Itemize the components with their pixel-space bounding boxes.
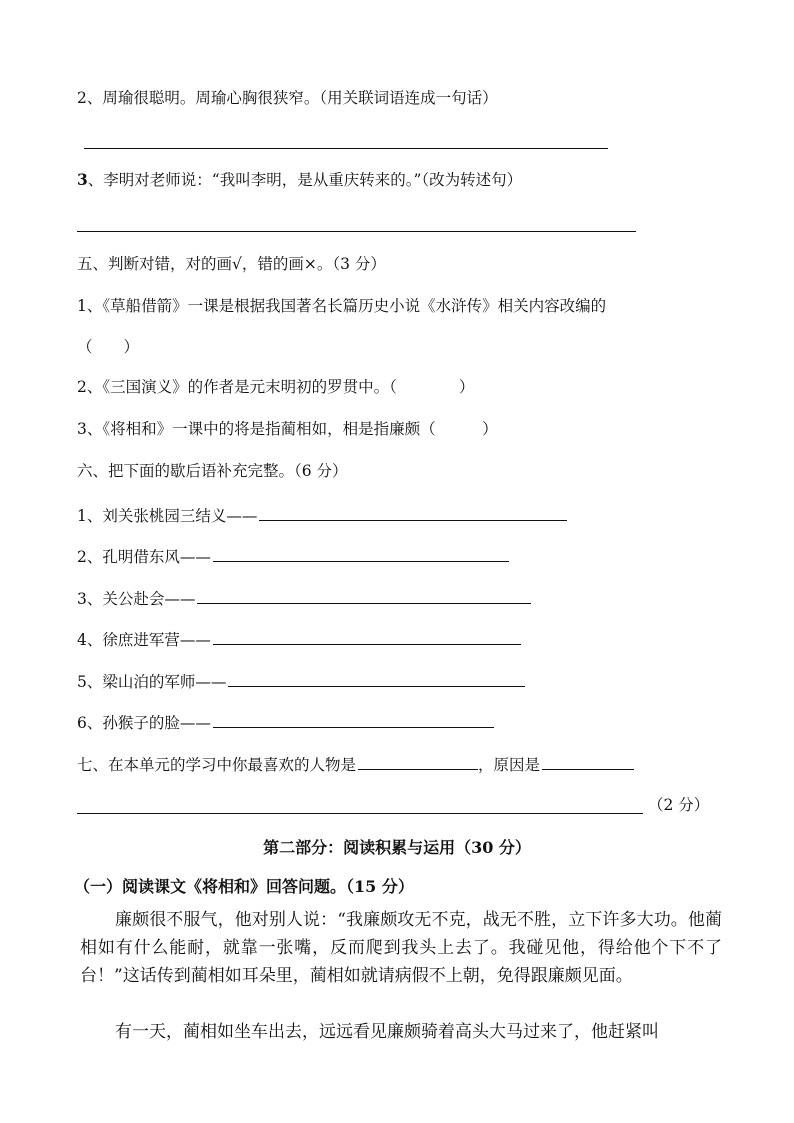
section-7-text-a: 七、在本单元的学习中你最喜欢的人物是: [77, 756, 357, 774]
passage-paragraph-2: 有一天，蔺相如坐车出去，远远看见廉颇骑着高头大马过来了，他赶紧叫: [115, 1022, 659, 1042]
xiehouyu-text: 5、梁山泊的军师——: [77, 673, 227, 691]
xiehouyu-text: 4、徐庶进军营——: [77, 631, 211, 649]
reason-blank: [542, 753, 634, 770]
xiehouyu-item: [77, 670, 525, 692]
xiehouyu-item: [77, 587, 531, 609]
answer-blank: [197, 587, 531, 604]
q4-3-number: 3: [77, 170, 88, 189]
xiehouyu-text: 2、孔明借东风——: [77, 548, 211, 566]
q4-3: [77, 170, 522, 190]
section-5-q1-bracket: （ ）: [77, 338, 140, 356]
answer-blank: [213, 628, 521, 645]
section-5-q2: 2、《三国演义》的作者是元末明初的罗贯中。（ ）: [77, 378, 475, 396]
section-5-q1: 1、《草船借箭》一课是根据我国著名长篇历史小说《水浒传》相关内容改编的: [77, 297, 607, 315]
section-7-text-b: ，原因是: [478, 756, 541, 774]
q4-3-text: 、李明对老师说：“我叫李明，是从重庆转来的。”（改为转述句）: [87, 171, 523, 189]
answer-line-q4-2: [84, 148, 608, 149]
answer-blank: [259, 504, 567, 521]
xiehouyu-text: 6、孙猴子的脸——: [77, 714, 211, 732]
section-5-title: 五、判断对错，对的画√，错的画×。（3 分）: [77, 255, 386, 273]
part-2-title: 第二部分：阅读积累与运用（30 分）: [263, 838, 531, 857]
xiehouyu-text: 1、刘关张桃园三结义——: [77, 507, 258, 525]
xiehouyu-item: [77, 711, 494, 733]
xiehouyu-item: [77, 545, 509, 567]
xiehouyu-text: 3、关公赴会——: [77, 590, 196, 608]
q4-2: 2、周瑜很聪明。周瑜心胸很狭窄。（用关联词语连成一句话）: [77, 89, 498, 107]
answer-line-q4-3: [77, 231, 636, 232]
xiehouyu-item: [77, 628, 521, 650]
section-7: [77, 753, 634, 775]
section-6-title: 六、把下面的歇后语补充完整。（6 分）: [77, 462, 348, 480]
xiehouyu-item: [77, 504, 567, 526]
reason-line: [77, 813, 643, 814]
section-7-score: （2 分）: [648, 796, 710, 814]
section-5-q3: 3、《将相和》一课中的将是指蔺相如，相是指廉颇（ ）: [77, 420, 498, 438]
passage-paragraph-1: 廉颇很不服气，他对别人说：“我廉颇攻无不克，战无不胜，立下许多大功。他蔺相如有什么能耐，就靠一张嘴，反而爬到我头上去了。我碰见他，得给他个下不了台！”这话传到蔺相如耳朵里，蔺相如就请病假不上朝，免得跟廉颇见面。: [80, 910, 722, 986]
answer-blank: [228, 670, 525, 687]
favorite-character-blank: [358, 753, 478, 770]
reading-1-title: （一）阅读课文《将相和》回答问题。（15 分）: [74, 877, 414, 896]
answer-blank: [213, 545, 509, 562]
answer-blank: [213, 711, 494, 728]
